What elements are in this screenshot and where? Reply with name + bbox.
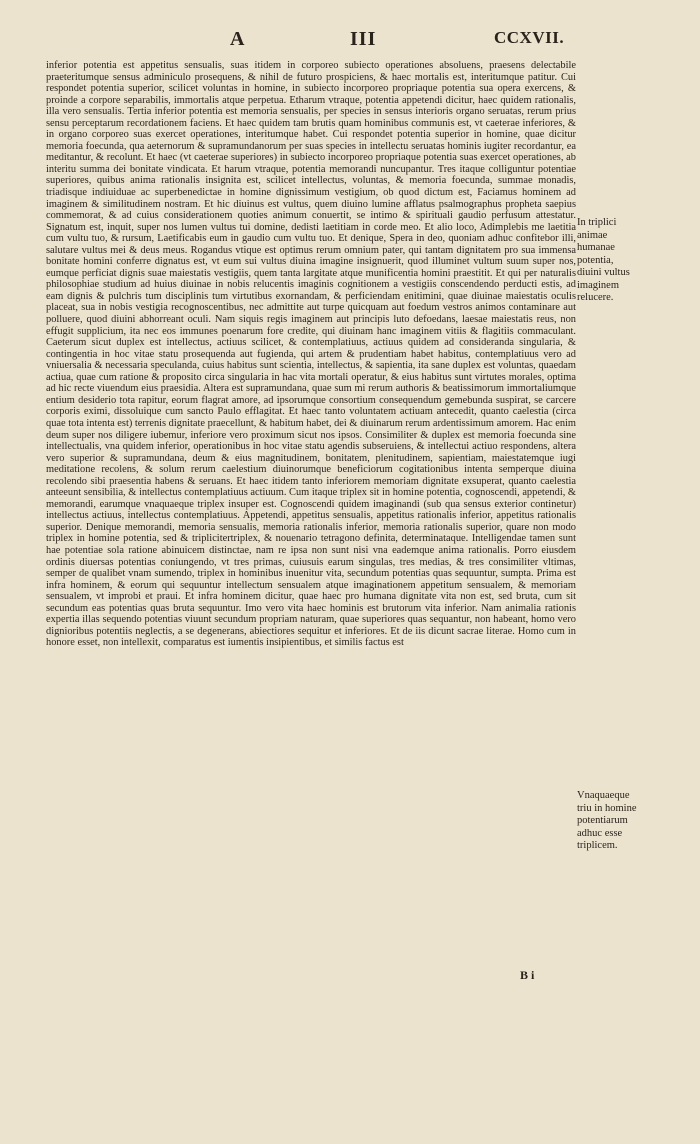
catchword: B i — [520, 968, 535, 982]
quire-mark: III — [350, 28, 377, 50]
main-paragraph: inferior potentia est appetitus sensualis, suas itidem in corporeo subiecto operationes absoluens, praesens delectabile praeteritumque sensus adminiculo prosequens, & nihil de futuro prospiciens, & haec mortalis est, interitumque patitur. Cui respondet potentia superior, scilicet voluntas in homine, in subiecto incorporeo propriaque potentia sua opera exercens, & proinde a corpore separabilis, immortalis atque perpetua. Etharum vtraque, potentia appetendi dicitur, haec quidem rationalis, illa vero sensualis. Tertia inferior potentia est memoria sensualis, per species in sensus interioris organo seruatas, rerum prius sensu perceptarum recordationem faciens. Et haec quidem tam brutis quam hominibus communis est, vt caeterae inferiores, & in organo corporeo suas exercet operationes, interitumque habet. Cui respondet potentia superior in homine, quae dicitur memoria foecunda, qua aeternorum & supramundanorum per suas species in intellectu seruatas hominis iugiter recordantur, ea meditantur, & recolunt. Et haec (vt caeterae superiores) in subiecto incorporeo propriaque potentia suas exercet operationes, ab interitu summa dei bonitate vindicata. Et harum vtraque, potentia memorandi nuncupantur. Tres itaque colliguntur potentiae superiores, quibus anima rationalis insignita est, scilicet intellectus, voluntas, & memoria foecunda, summae monadis, triadisque indiuiduae ac superbenedictae in homine dignissimum vestigium, ob quod dictum est, Faciamus hominem ad imaginem & similitudinem nostram. Et hic diuinus est vultus, quem diuino lumine afflatus psalmographus propheta saepius commemorat, & ad cuius considerationem quoties animum conuertit, se intimo & spirituali gaudio perfusum attestatur. Signatum est, inquit, super nos lumen vultus tui domine, dedisti laetitiam in corde meo. Et alio loco, Adimplebis me laetitia cum vultu tuo, & rursum, Laetificabis eum in gaudio cum vultu tuo. Et denique, Spera in deo, quoniam adhuc confitebor illi, salutare vultus mei & deus meus. Rogandus vtique est optimus rerum omnium pater, qui tantam dignitatem pro sua immensa bonitate homini conferre dignatus est, vt eum sui vultus diuina imagine insignuerit, quod illuminet vultum suum super nos, eumque perficiat dignis suae maiestatis vestigiis, quem tanta largitate atque munificentia homini praestitit. Et qui per naturalis philosophiae studium ad huius diuinae in nobis relucentis imaginis cognitionem a vestigiis conscendendo perducti estis, ad eam dignis & pulchris tum disciplinis tum virtutibus exornandam, & perficiendam enitimini, quae diuinae maiestatis oculis placeat, sua in nobis vestigia recognoscentibus, nec admittite aut turpe quicquam aut foedum vestros animos contaminare aut polluere, quod diuini abhorreant oculi. Nam siquis regis imaginem aut principis luto defoedans, laesae maiestatis reus, non effugit supplicium, ita nec eos immunes poenarum fore credite, qui diuinam hanc imaginem vitiis & flagitiis commaculant. Caeterum sicut duplex est intellectus, actiuus scilicet, & contemplatiuus, actiuus quidem ad consideranda singularia, & contingentia in hoc vitae statu prosequenda aut fugienda, qui artem & prudentiam habet habitus, contemplatiuus vero ad vniuersalia & necessaria speculanda, cuius habitus sunt scientia, intellectus, & sapientia, ita sane duplex est voluntas, quaedam actiua, quae cum ratione & proposito circa singularia in hac vita mortali operatur, & eius habitus sunt virtutes morales, optima ad hic recte viuendum eius praesidia. Altera est supramundana, quae sum mi rerum authoris & beatissimorum immortaliumque entium desiderio tota rapitur, eorum flagrat amore, ad ipsorumque consortium consequendum gemebunda suspirat, se carcere corporis eximi, dissoluique cum sancto Paulo efflagitat. Et haec tanto voluntatem actiuam antecedit, quanto caelestia (circa quae tota intenta est) terrenis dignitate praecellunt, & habitum habet, dei & diuinarum rerum ardentissimum amorem. Hac enim deum super nos diligere iubemur, inferiore vero proximum sicut nos ipsos. Consimiliter & duplex est memoria foecunda sine intellectualis, vna quidem inferior, operationibus in hoc vitae statu agendis subseruiens, & intellectui actiuo respondens, altera vero superior & supramundana, deum & eius magnitudinem, bonitatem, plenitudinem, sapientiam, maiestatemque iugi meditatione recolens, & solum rerum caelestium diuinorumque beneficiorum cogitationibus intenta semperque diuina recolendo sibi praesentia habens & seruans. Et haec itidem tanto inferiorem memoriam dignitate exsuperat, quanto caelestia anteeunt sensibilia, & intellectus contemplatiuus actiuum. Cum itaque triplex sit in homine potentia, cognoscendi, appetendi, & memorandi, earumque vnaquaeque triplex insuper est. Cognoscendi quidem imaginandi (sub qua sensus exterior continetur) intellectus actiuus, intellectus contemplatiuus. Appetendi, appetitus sensualis, appetitus rationalis inferior, appetitus rationalis superior. Denique memorandi, memoria sensualis, memoria rationalis inferior, memoria rationalis superior, quare non modo triplex in homine potentia, sed & triplicitertriplex, & nouenario tetragono definita, determinataque. Intelligendae tamen sunt hae potentiae sola ratione abinuicem distinctae, nam re ipsa non sunt nisi vna eademque anima rationalis. Porro eiusdem ordinis diuersas potentias coniungendo, vt tres primas, cuiusuis earum singulas, tres medias, & tres consimiliter vltimas, semper de qualibet vnam sumendo, triplex in hominibus inuenitur vita, secundum potentias quas sequuntur, sumpta. Prima est infra hominem, & eorum qui sequuntur intellectum sensualem atque imaginationem appetitum sensualem, & memoriam sensualem, vt improbi et praui. Et infra hominem dicitur, quae haec pro humana dignitate vita non est, sed bruta, cum sit secundum eas potentias quas bruta sequuntur. Imo vero vita haec hominis est brutorum vita inferior. Nam animalia rationis expertia illas sequendo potentias viuunt secundum propriam naturam, quae superiores quas sequantur, non habeant, homo vero dignioribus potentiis neglectis, a se degenerans, abiectiores sequitur et inferiores. Et de iis dicunt sacrae literae. Homo cum in honore esset, non intellexit, comparatus est iumentis insipientibus, et similis factus est — [46, 60, 576, 649]
margin-note-triplex-vultus: In triplici animae humanae potentia, diuini vultus imaginem relucere. — [577, 217, 630, 303]
margin-note-triplex-potentia: Vnaquaeque triu in homine potentiarum adhuc esse triplicem. — [577, 790, 637, 851]
folio-number: CCXVII. — [494, 28, 565, 47]
main-text-block — [46, 60, 576, 649]
page-signature: A — [230, 28, 246, 50]
